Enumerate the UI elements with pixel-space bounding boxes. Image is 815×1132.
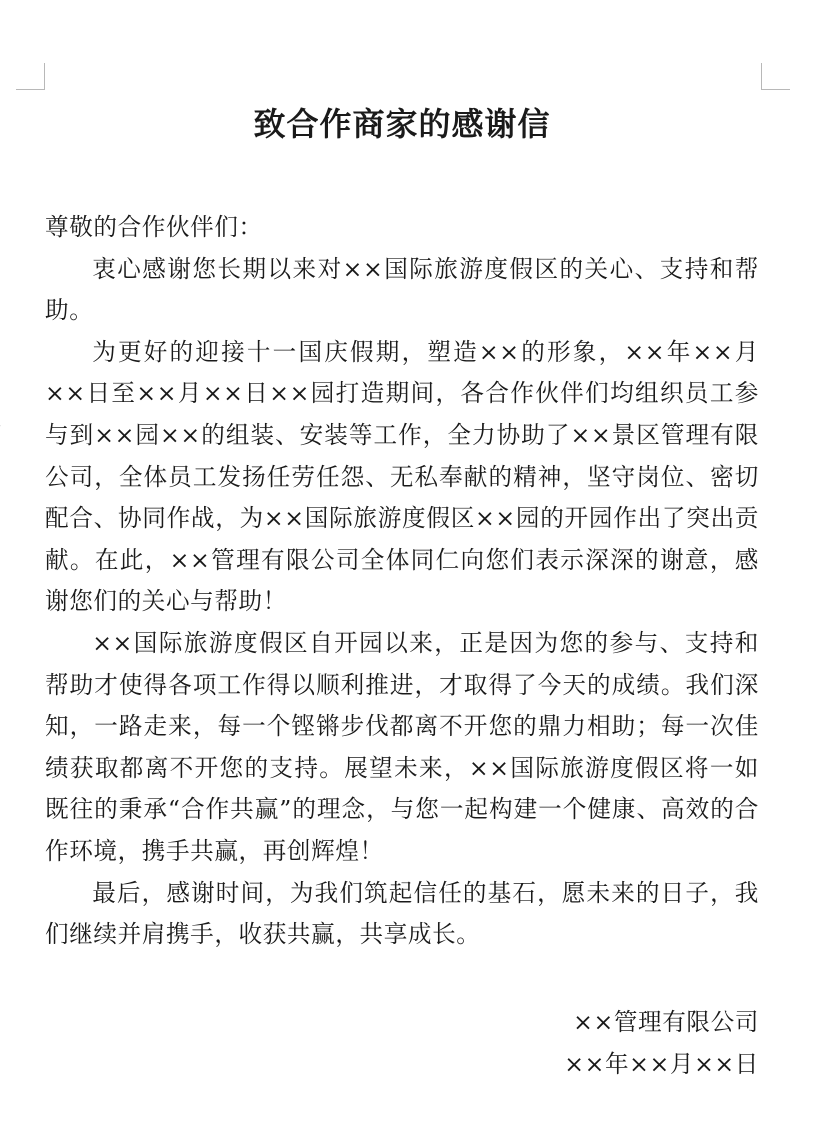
- signature-company: ××管理有限公司: [573, 1008, 759, 1036]
- margin-arrow-icon: [0, 425, 4, 436]
- signature-date: ××年××月××日: [564, 1050, 759, 1078]
- salutation: 尊敬的合作伙伴们：: [45, 213, 263, 241]
- paragraph-4: 最后，感谢时间，为我们筑起信任的基石，愿未来的日子，我们继续并肩携手，收获共赢，共享成长。: [45, 878, 759, 949]
- page-corner-mark-top-left: [16, 63, 45, 90]
- paragraph-2: 为更好的迎接十一国庆假期，塑造××的形象，××年××月××日至××月××日××园打造期间，各合作伙伴们均组织员工参与到××园××的组装、安装等工作，全力协助了××景区管理有限公司，全体员工发扬任劳任怨、无私奉献的精神，坚守岗位、密切配合、协同作战，为××国际旅游度假区××园的开园作出了突出贡献。在此，××管理有限公司全体同仁向您们表示深深的谢意，感谢您们的关心与帮助！: [45, 337, 759, 616]
- document-title: 致合作商家的感谢信: [253, 105, 551, 143]
- paragraph-1: 衷心感谢您长期以来对××国际旅游度假区的关心、支持和帮助。: [45, 254, 759, 325]
- document-body[interactable]: [45, 207, 759, 956]
- page-corner-mark-top-right: [761, 63, 790, 90]
- signature-block: [45, 1001, 759, 1085]
- paragraph-3: ××国际旅游度假区自开园以来，正是因为您的参与、支持和帮助才使得各项工作得以顺利推进，才取得了今天的成绩。我们深知，一路走来，每一个铿锵步伐都离不开您的鼎力相助；每一次佳绩获取都离不开您的支持。展望未来，××国际旅游度假区将一如既往的秉承“合作共赢”的理念，与您一起构建一个健康、高效的合作环境，携手共赢，再创辉煌！: [45, 628, 759, 865]
